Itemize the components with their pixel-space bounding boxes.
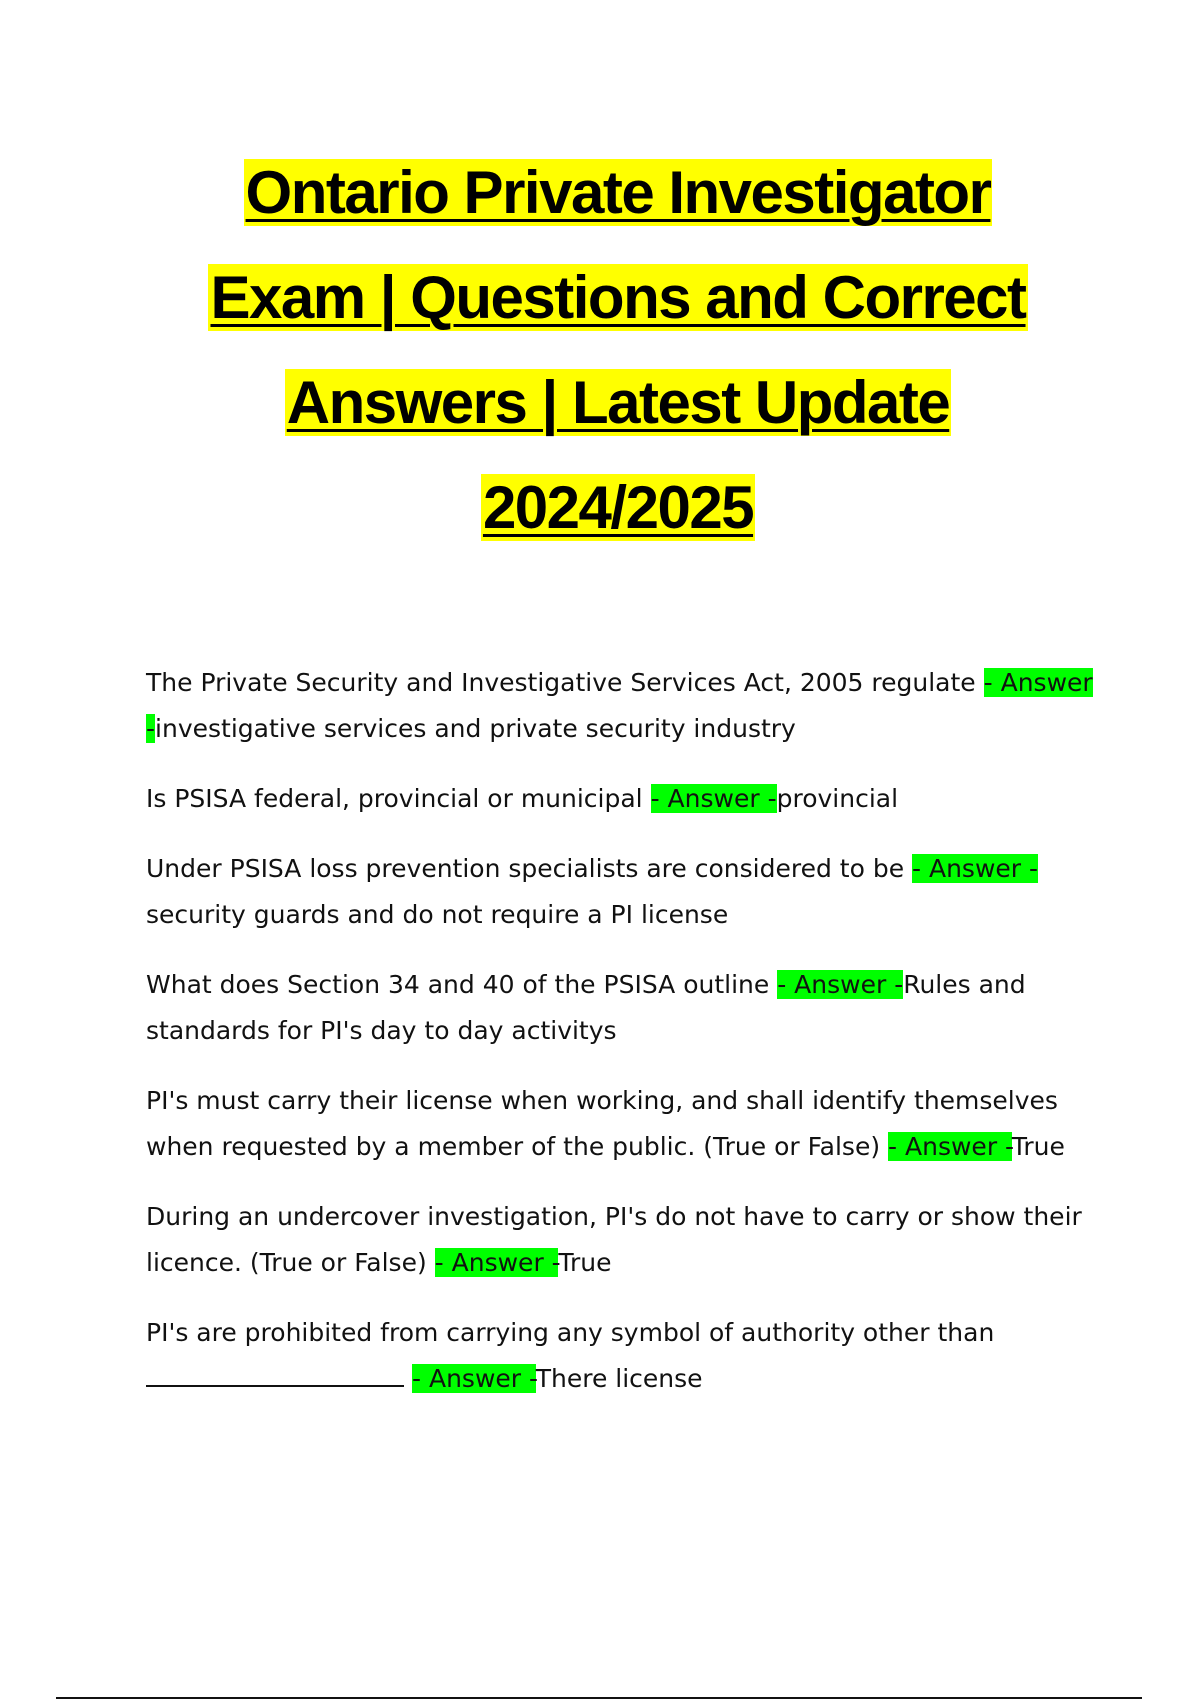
- answer-text: True: [1011, 1132, 1065, 1161]
- answer-marker: - Answer -: [777, 970, 904, 999]
- question-text: During an undercover investigation, PI's do not have to carry or show their licence. (True or False): [146, 1202, 1082, 1277]
- question-text: What does Section 34 and 40 of the PSISA outline: [146, 970, 778, 999]
- answer-marker: - Answer -: [412, 1364, 536, 1393]
- answer-marker: - Answer -: [650, 784, 777, 813]
- question-text: Is PSISA federal, provincial or municipal: [146, 784, 651, 813]
- answer-text: provincial: [776, 784, 899, 813]
- answer-text: security guards and do not require a PI license: [146, 900, 729, 929]
- fill-in-blank-line: [146, 1359, 404, 1387]
- answer-text: investigative services and private security industry: [155, 714, 796, 743]
- question-text: Under PSISA loss prevention specialists are considered to be: [146, 854, 913, 883]
- title-line: [0, 455, 1200, 560]
- footer-divider: [56, 1697, 1142, 1699]
- title-line-text: Exam | Questions and Correct: [210, 264, 1026, 331]
- title-line-text: 2024/2025: [482, 474, 754, 541]
- qa-list: [146, 660, 1096, 1426]
- qa-item: [146, 1310, 1096, 1402]
- title-line: [0, 140, 1200, 245]
- title-line-text: Ontario Private Investigator: [245, 159, 991, 226]
- question-text: The Private Security and Investigative Services Act, 2005 regulate: [146, 668, 984, 697]
- qa-item: [146, 962, 1096, 1054]
- answer-text: There license: [535, 1364, 703, 1393]
- answer-marker: - Answer -: [888, 1132, 1012, 1161]
- question-text: PI's must carry their license when working, and shall identify themselves when requested by a member of the public. (True or False): [146, 1086, 1058, 1161]
- question-text: PI's are prohibited from carrying any symbol of authority other than: [146, 1318, 995, 1347]
- qa-item: [146, 1194, 1096, 1286]
- answer-text: Rules and standards for PI's day to day activitys: [146, 970, 1026, 1045]
- answer-marker: - Answer -: [146, 668, 1093, 743]
- answer-marker: - Answer -: [434, 1248, 559, 1277]
- answer-marker: - Answer -: [912, 854, 1039, 883]
- qa-item: [146, 660, 1096, 752]
- qa-item: [146, 776, 1096, 822]
- qa-item: [146, 846, 1096, 938]
- qa-item: [146, 1078, 1096, 1170]
- title-line-text: Answers | Latest Update: [286, 369, 950, 436]
- answer-text: True: [558, 1248, 612, 1277]
- title-line: [0, 245, 1200, 350]
- document-title: [0, 140, 1200, 560]
- title-line: [0, 350, 1200, 455]
